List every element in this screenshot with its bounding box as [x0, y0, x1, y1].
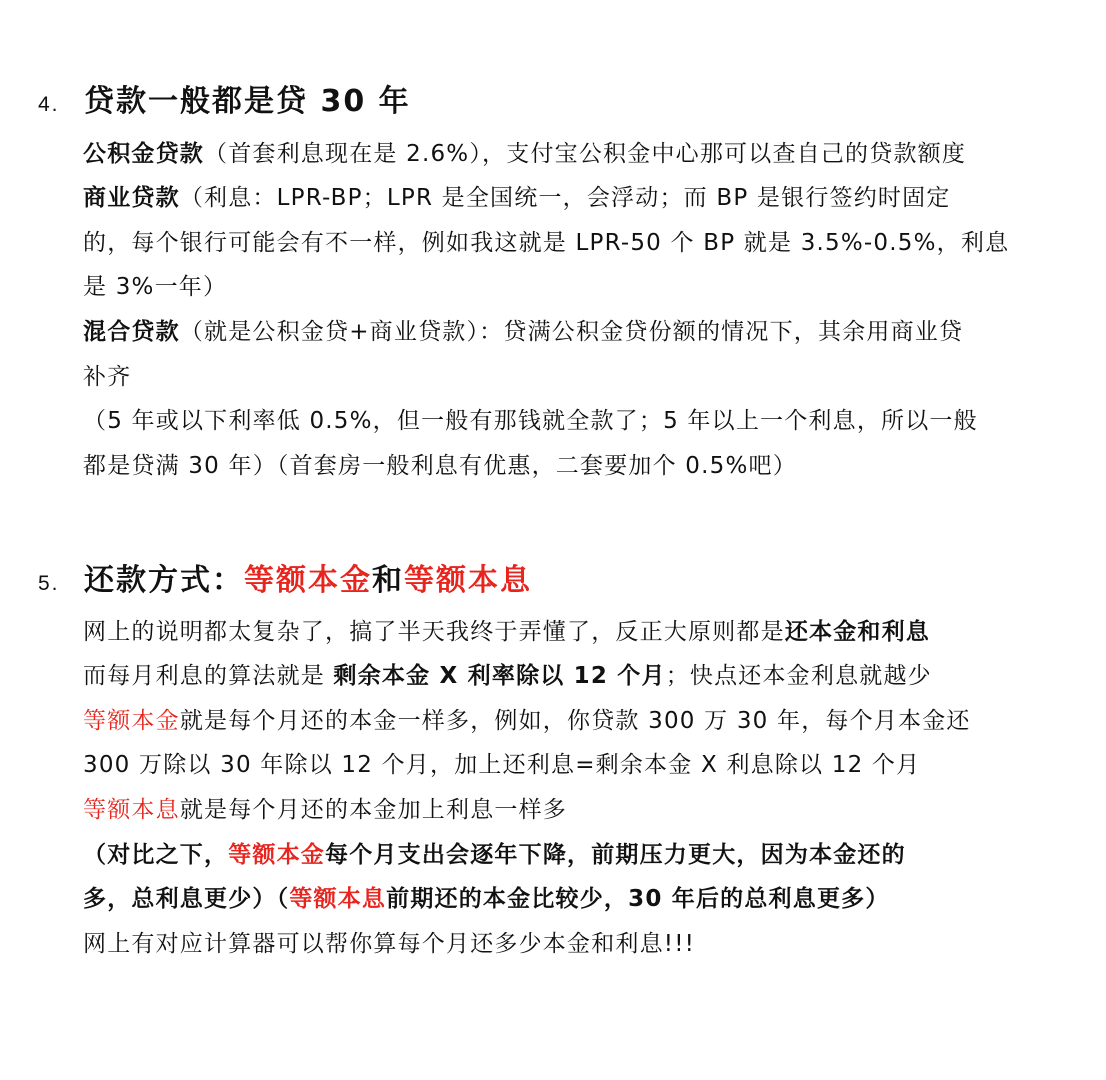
s4-line-3: 的，每个银行可能会有不一样，例如我这就是 LPR-50 个 BP 就是 3.5%-0.5%，利息: [83, 230, 1010, 256]
s5-line-8: 网上有对应计算器可以帮你算每个月还多少本金和利息!!!: [83, 931, 696, 957]
s5-line-7-text: 前期还的本金比较少，30 年后的总利息更多）: [386, 886, 890, 912]
interest-formula-emphasis: 剩余本金 X 利率除以 12 个月: [333, 663, 666, 689]
s5-line-1: [83, 617, 930, 647]
s4-line-2: [83, 183, 951, 213]
provident-fund-loan-term: 公积金贷款: [83, 141, 204, 167]
equal-principal-title: 等额本金: [244, 563, 372, 598]
s4-line-7: （5 年或以下利率低 0.5%，但一般有那钱就全款了；5 年以上一个利息，所以一般: [83, 408, 978, 434]
equal-principal-term: 等额本金: [83, 708, 180, 734]
s4-line-4: 是 3%一年）: [83, 274, 228, 300]
principal-and-interest-emphasis: 还本金和利息: [784, 619, 931, 645]
s4-line-5-text: （就是公积金贷+商业贷款）：贷满公积金贷份额的情况下，其余用商业贷: [179, 319, 964, 345]
mixed-loan-term: 混合贷款: [83, 319, 180, 345]
s5-line-7-prefix: 多，总利息更少）（: [83, 886, 290, 912]
equal-installment-term: 等额本息: [83, 797, 180, 823]
section-4-number: 4.: [38, 93, 60, 116]
s5-line-6-text: 每个月支出会逐年下降，前期压力更大，因为本金还的: [325, 842, 906, 868]
s4-line-6: 补齐: [83, 364, 132, 390]
s5-line-5: [83, 795, 567, 825]
section-5-heading: [38, 555, 532, 599]
section-5-number: 5.: [38, 572, 60, 595]
s5-line-1-text: 网上的说明都太复杂了，搞了半天我终于弄懂了，反正大原则都是: [83, 619, 785, 645]
s5-line-2-text: 而每月利息的算法就是: [83, 663, 334, 689]
commercial-loan-term: 商业贷款: [83, 185, 180, 211]
s5-line-5-text: 就是每个月还的本金加上利息一样多: [179, 797, 568, 823]
s5-line-7: [83, 884, 890, 914]
s5-line-4: 300 万除以 30 年除以 12 个月，加上还利息=剩余本金 X 利息除以 12 个月: [83, 752, 921, 778]
section-4-heading: [38, 76, 411, 120]
s5-line-2-tail: ；快点还本金利息就越少: [665, 663, 932, 689]
s5-line-6: [83, 840, 906, 870]
section-5-title-and: 和: [372, 563, 404, 598]
equal-principal-compare: 等额本金: [228, 842, 326, 868]
s5-line-2: [83, 661, 932, 691]
s4-line-1-text: （首套利息现在是 2.6%），支付宝公积金中心那可以查自己的贷款额度: [204, 141, 967, 167]
s4-line-1: [83, 139, 966, 169]
equal-installment-title: 等额本息: [404, 563, 532, 598]
equal-installment-compare: 等额本息: [289, 886, 387, 912]
s5-line-3-text: 就是每个月还的本金一样多，例如，你贷款 300 万 30 年，每个月本金还: [179, 708, 971, 734]
s4-line-8: 都是贷满 30 年）（首套房一般利息有优惠，二套要加个 0.5%吧）: [83, 453, 797, 479]
s5-line-6-prefix: （对比之下，: [83, 842, 229, 868]
s5-line-3: [83, 706, 971, 736]
s4-line-2-text: （利息：LPR-BP；LPR 是全国统一，会浮动；而 BP 是银行签约时固定: [179, 185, 951, 211]
s4-line-5: [83, 317, 963, 347]
section-5-title-prefix: 还款方式：: [84, 563, 244, 598]
section-4-title: 贷款一般都是贷 30 年: [84, 84, 411, 119]
